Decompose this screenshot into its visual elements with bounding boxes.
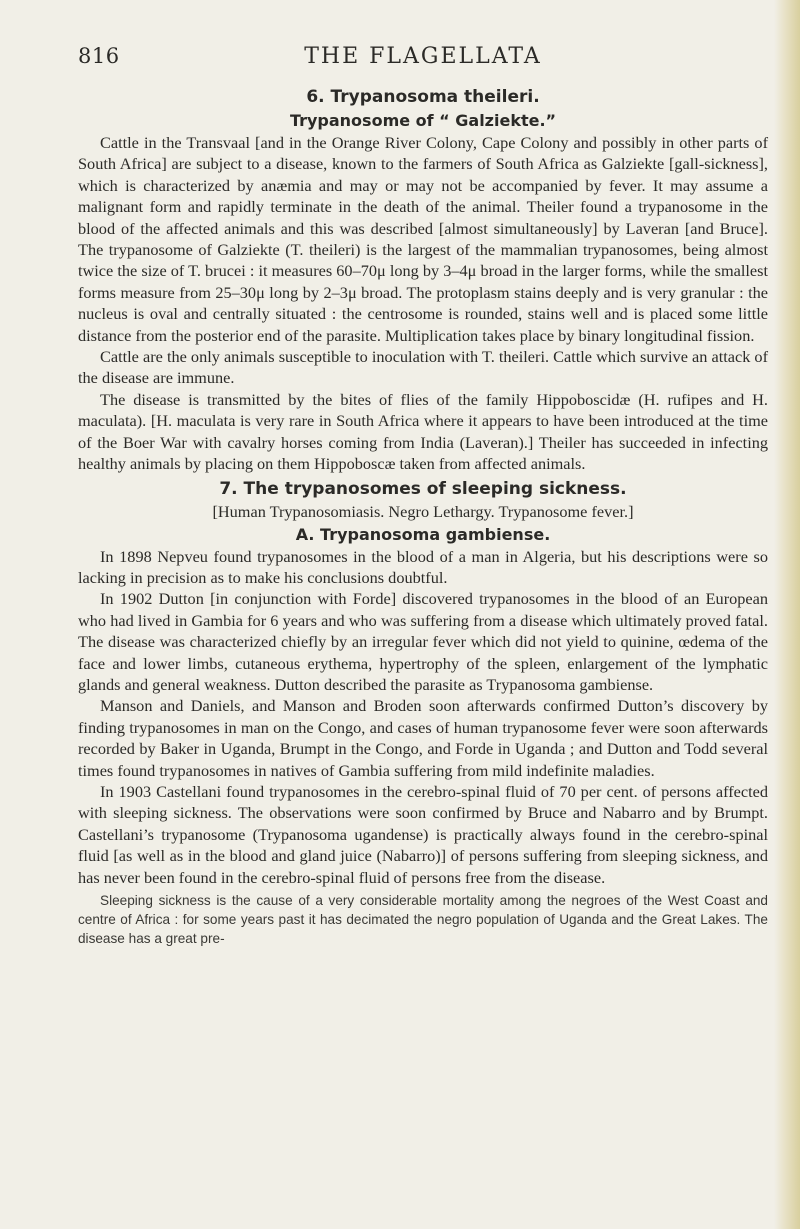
page-header bbox=[78, 44, 768, 80]
section-6-heading: 6. Trypanosoma theileri. bbox=[306, 87, 540, 107]
section-7-paragraph-4: In 1903 Castellani found trypanosomes in the cerebro-spinal fluid of 70 per cent. of persons affected with sleeping sickness. The observations were soon confirmed by Bruce and Nabarro and by Brumpt. Castellani’s trypanosome (Trypanosoma ugandense) is practically always found in the cerebro-spinal fluid [as well as in the blood and gland juice (Nabarro)] of persons suffering from sleeping sickness, and has never been found in the cerebro-spinal fluid of persons free from the disease. bbox=[78, 781, 768, 887]
section-7-synonyms: [Human Trypanosomiasis. Negro Lethargy. Trypanosome fever.] bbox=[212, 501, 634, 521]
section-7a-subheading: A. Trypanosoma gambiense. bbox=[295, 524, 551, 544]
section-6-subheading: Trypanosome of “ Galziekte.” bbox=[289, 111, 557, 130]
section-7-paragraph-3: Manson and Daniels, and Manson and Broden soon afterwards confirmed Dutton’s discovery by finding trypanosomes in man on the Congo, and cases of human trypanosome fever were soon afterwards recorded by Baker in Uganda, Brumpt in the Congo, and Forde in Uganda ; and Dutton and Todd several times found trypanosomes in natives of Gambia suffering from mild indefinite maladies. bbox=[78, 696, 768, 780]
section-6-paragraph-3: The disease is transmitted by the bites of flies of the family Hippoboscidæ (H. rufipes and H. maculata). [H. maculata is very rare in South Africa where it appears to have been introduced at the time of the Boer War with cavalry horses coming from India (Laveran).] Theiler has succeeded in infecting healthy animals by placing on them Hippoboscæ taken from affected animals. bbox=[78, 389, 768, 474]
section-6-paragraph-2: Cattle are the only animals susceptible to inoculation with T. theileri. Cattle which survive an attack of the disease are immune. bbox=[78, 347, 768, 388]
small-print-paragraph: Sleeping sickness is the cause of a very considerable mortality among the negroes of the West Coast and centre of Africa : for some years past it has decimated the negro population of Uganda and the Great Lakes. The disease has a great pre- bbox=[78, 893, 768, 946]
section-7-heading: 7. The trypanosomes of sleeping sickness. bbox=[219, 478, 627, 499]
page-number: 816 bbox=[78, 44, 120, 68]
book-page bbox=[78, 44, 768, 948]
running-title: THE FLAGELLATA bbox=[304, 44, 542, 69]
section-7-paragraph-1: In 1898 Nepveu found trypanosomes in the blood of a man in Algeria, but his descriptions were so lacking in precision as to make his conclusions doubtful. bbox=[78, 546, 768, 587]
page-edge-shadow bbox=[774, 0, 800, 1229]
section-7-paragraph-2: In 1902 Dutton [in conjunction with Forde] discovered trypanosomes in the blood of an European who had lived in Gambia for 6 years and who was suffering from a disease which ultimately proved fatal. The disease was characterized chiefly by an irregular fever which did not yield to quinine, œdema of the face and lower limbs, cutaneous erythema, hypertrophy of the spleen, enlargement of the lymphatic glands and general weakness. Dutton described the parasite as Trypanosoma gambiense. bbox=[78, 589, 768, 694]
section-6-paragraph-1: Cattle in the Transvaal [and in the Orange River Colony, Cape Colony and possibly in other parts of South Africa] are subject to a disease, known to the farmers of South Africa as Galziekte [gall-sickness], which is characterized by anæmia and may or may not be accompanied by fever. It may assume a malignant form and rapidly terminate in the death of the animal. Theiler found a trypanosome in the blood of the affected animals and this was described [almost simultaneously] by Laveran [and Bruce]. The trypanosome of Galziekte (T. theileri) is the largest of the mammalian trypanosomes, being almost twice the size of T. brucei : it measures 60–70μ long by 3–4μ broad in the larger forms, while the smallest forms measure from 25–30μ long by 2–3μ broad. The protoplasm stains deeply and is very granular : the nucleus is oval and centrally situated : the centrosome is rounded, stains well and is placed some little distance from the posterior end of the parasite. Multiplication takes place by binary longitudinal fission. bbox=[78, 133, 768, 345]
